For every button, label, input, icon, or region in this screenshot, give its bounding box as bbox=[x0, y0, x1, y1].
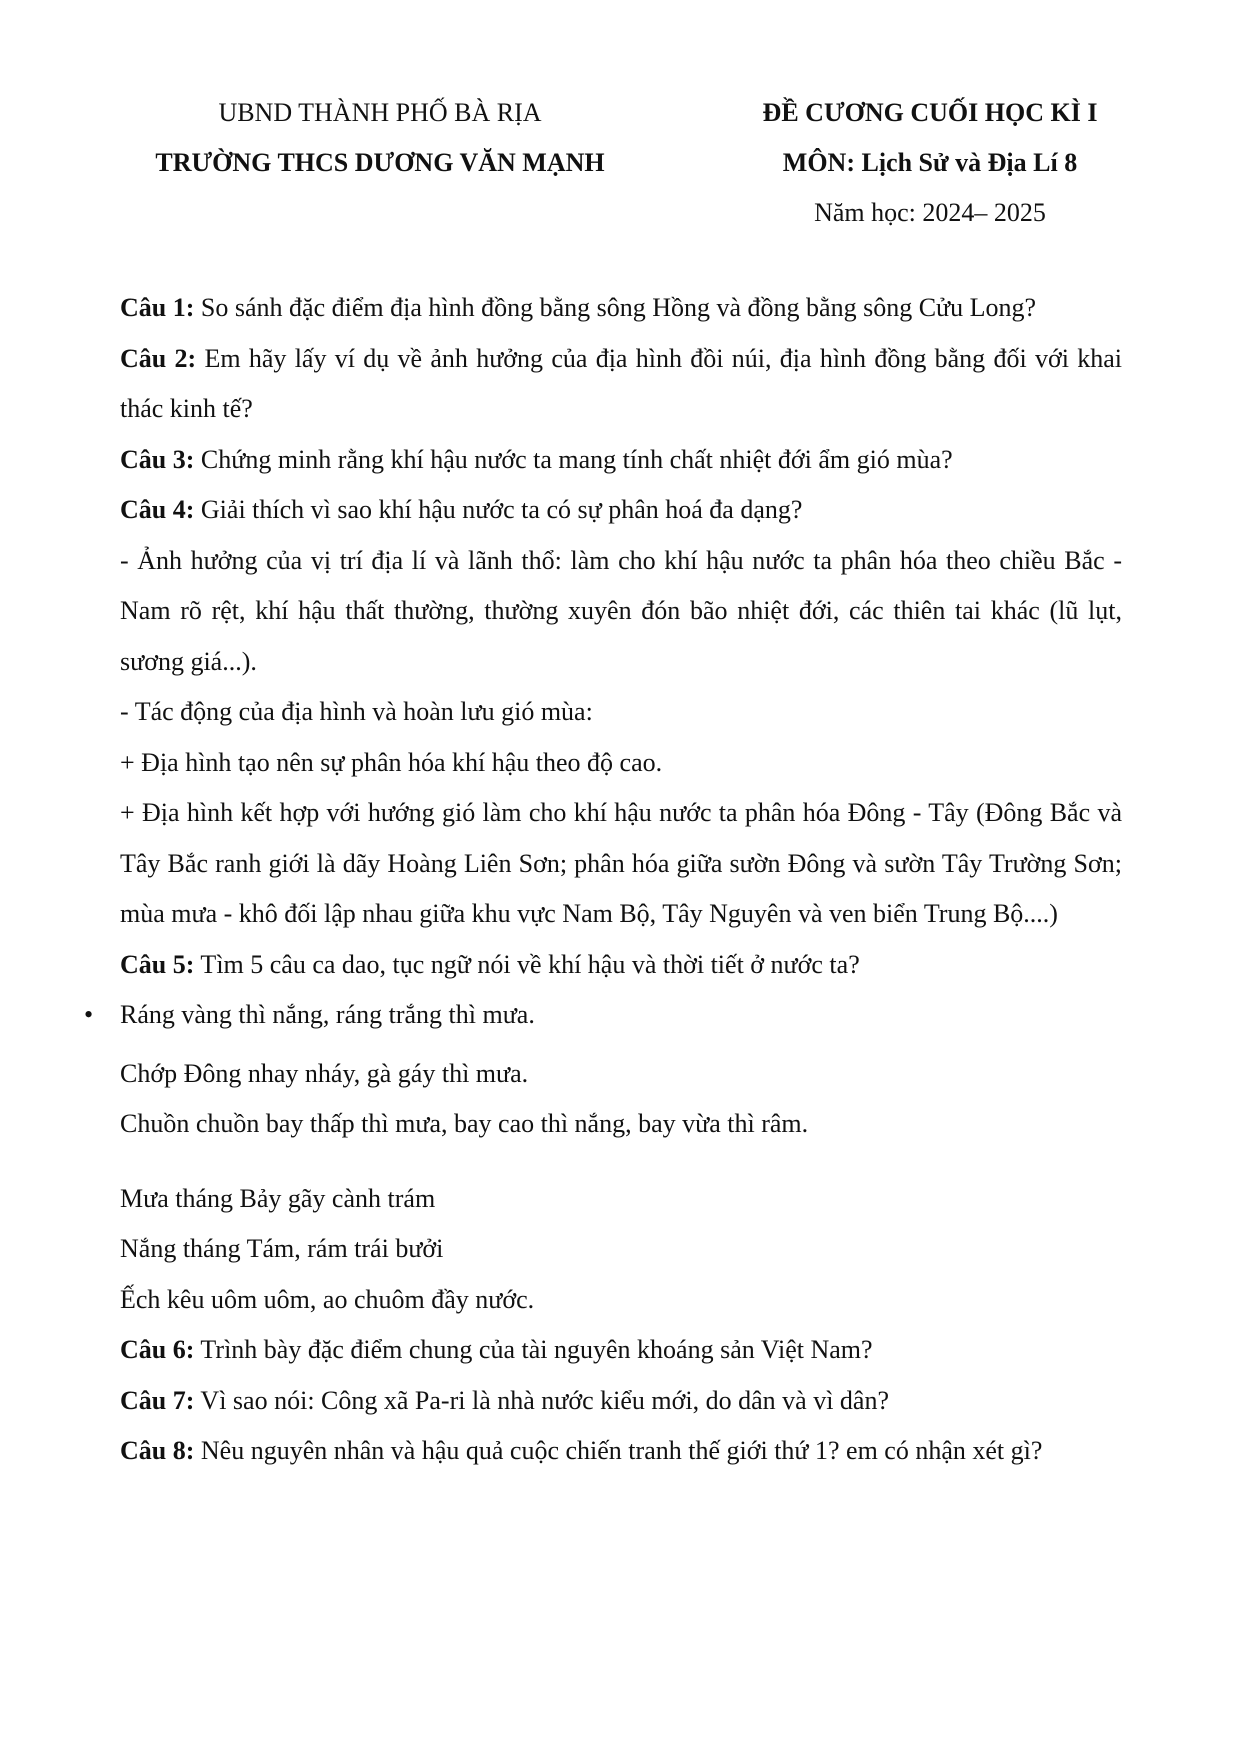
question-text: Nêu nguyên nhân và hậu quả cuộc chiến tranh thế giới thứ 1? em có nhận xét gì? bbox=[194, 1436, 1043, 1465]
proverb: Chuồn chuồn bay thấp thì mưa, bay cao thì nắng, bay vừa thì râm. bbox=[120, 1109, 809, 1138]
question-2 bbox=[120, 334, 1122, 435]
spacer bbox=[120, 1150, 1122, 1174]
question-1 bbox=[120, 283, 1122, 334]
question-text: Tìm 5 câu ca dao, tục ngữ nói về khí hậu và thời tiết ở nước ta? bbox=[194, 949, 860, 979]
question-text: Vì sao nói: Công xã Pa-ri là nhà nước kiểu mới, do dân và vì dân? bbox=[194, 1385, 889, 1415]
question-text: Chứng minh rằng khí hậu nước ta mang tính chất nhiệt đới ẩm gió mùa? bbox=[194, 444, 953, 474]
header-right bbox=[700, 88, 1160, 238]
header-left bbox=[110, 88, 650, 188]
question-label: Câu 1: bbox=[120, 293, 195, 322]
question-label: Câu 8: bbox=[120, 1436, 195, 1465]
document-body bbox=[84, 283, 1122, 1477]
subject: MÔN: Lịch Sử và Địa Lí 8 bbox=[782, 148, 1078, 177]
document-title: ĐỀ CƯƠNG CUỐI HỌC KÌ I bbox=[762, 98, 1098, 127]
question-label: Câu 2: bbox=[120, 343, 197, 373]
issuing-authority: UBND THÀNH PHỐ BÀ RỊA bbox=[218, 98, 542, 127]
bullet-icon: • bbox=[84, 1000, 94, 1029]
proverb: Ráng vàng thì nắng, ráng trắng thì mưa. bbox=[120, 1000, 535, 1029]
answer-paragraph: + Địa hình tạo nên sự phân hóa khí hậu theo độ cao. bbox=[120, 747, 663, 777]
question-8 bbox=[120, 1426, 1122, 1477]
proverb: Chớp Đông nhay nháy, gà gáy thì mưa. bbox=[120, 1058, 529, 1088]
question-text: Em hãy lấy ví dụ về ảnh hưởng của địa hình đồi núi, địa hình đồng bằng đối với khai thác kinh tế? bbox=[120, 343, 1122, 423]
answer-paragraph: - Tác động của địa hình và hoàn lưu gió mùa: bbox=[120, 697, 593, 726]
question-label: Câu 7: bbox=[120, 1385, 195, 1415]
answer-paragraph: - Ảnh hưởng của vị trí địa lí và lãnh thổ: làm cho khí hậu nước ta phân hóa theo chiều Bắc - Nam rõ rệt, khí hậu thất thường, thường xuyên đón bão nhiệt đới, các thiên tai khác (lũ lụt, sương giá...). bbox=[120, 545, 1122, 676]
question-4 bbox=[120, 485, 1122, 536]
question-label: Câu 6: bbox=[120, 1335, 195, 1364]
question-7 bbox=[120, 1376, 1122, 1427]
school-year: Năm học: 2024– 2025 bbox=[814, 198, 1046, 227]
spacer bbox=[120, 1041, 1122, 1049]
question-label: Câu 4: bbox=[120, 495, 195, 524]
question-label: Câu 3: bbox=[120, 444, 195, 474]
school-name: TRƯỜNG THCS DƯƠNG VĂN MẠNH bbox=[155, 148, 605, 177]
question-3 bbox=[120, 435, 1122, 486]
proverb: Mưa tháng Bảy gãy cành trám bbox=[120, 1183, 436, 1213]
proverb: Ếch kêu uôm uôm, ao chuôm đầy nước. bbox=[120, 1284, 535, 1314]
question-5 bbox=[120, 940, 1122, 991]
proverb: Nắng tháng Tám, rám trái bưởi bbox=[120, 1234, 444, 1263]
question-text: Giải thích vì sao khí hậu nước ta có sự phân hoá đa dạng? bbox=[194, 495, 803, 524]
question-text: So sánh đặc điểm địa hình đồng bằng sông Hồng và đồng bằng sông Cửu Long? bbox=[194, 293, 1037, 322]
question-6 bbox=[120, 1325, 1122, 1376]
question-text: Trình bày đặc điểm chung của tài nguyên khoáng sản Việt Nam? bbox=[194, 1335, 873, 1364]
question-label: Câu 5: bbox=[120, 949, 195, 979]
proverb-list-item bbox=[84, 990, 1122, 1041]
answer-paragraph: + Địa hình kết hợp với hướng gió làm cho khí hậu nước ta phân hóa Đông - Tây (Đông Bắc và Tây Bắc ranh giới là dãy Hoàng Liên Sơn; phân hóa giữa sườn Đông và sườn Tây Trường Sơn; mùa mưa - khô đối lập nhau giữa khu vực Nam Bộ, Tây Nguyên và ven biển Trung Bộ....) bbox=[120, 798, 1122, 928]
